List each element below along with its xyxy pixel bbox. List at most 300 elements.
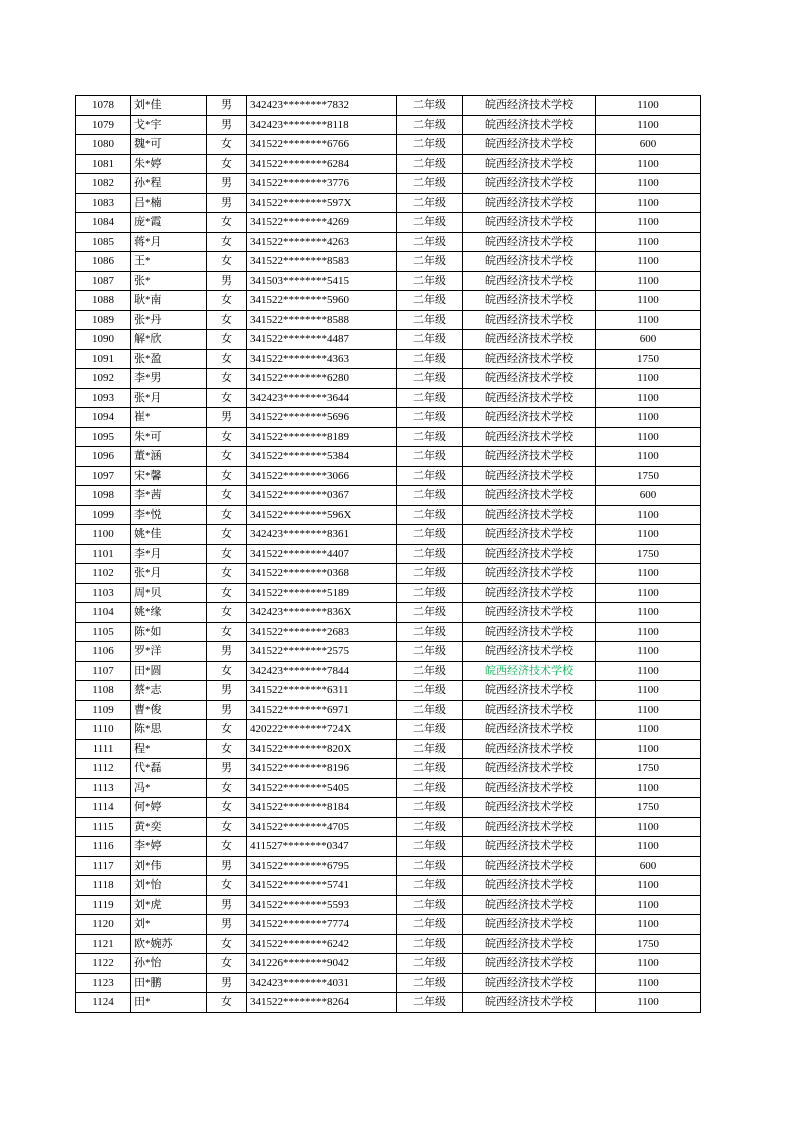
cell-grade: 二年级 bbox=[397, 759, 463, 779]
cell-serial: 1097 bbox=[76, 466, 131, 486]
table-row bbox=[76, 427, 701, 447]
table-row bbox=[76, 700, 701, 720]
table-row bbox=[76, 856, 701, 876]
cell-id-number: 341522********6795 bbox=[247, 856, 397, 876]
cell-serial: 1083 bbox=[76, 193, 131, 213]
cell-name: 周*贝 bbox=[131, 583, 207, 603]
cell-serial: 1082 bbox=[76, 174, 131, 194]
cell-grade: 二年级 bbox=[397, 330, 463, 350]
cell-school: 皖西经济技术学校 bbox=[463, 895, 596, 915]
cell-name: 张*月 bbox=[131, 388, 207, 408]
cell-serial: 1085 bbox=[76, 232, 131, 252]
cell-amount: 1100 bbox=[596, 661, 701, 681]
table-row bbox=[76, 486, 701, 506]
cell-school: 皖西经济技术学校 bbox=[463, 271, 596, 291]
cell-grade: 二年级 bbox=[397, 252, 463, 272]
cell-name: 田* bbox=[131, 993, 207, 1013]
cell-amount: 1100 bbox=[596, 876, 701, 896]
table-row bbox=[76, 115, 701, 135]
table-row bbox=[76, 388, 701, 408]
cell-amount: 1100 bbox=[596, 193, 701, 213]
cell-amount: 1100 bbox=[596, 778, 701, 798]
cell-grade: 二年级 bbox=[397, 603, 463, 623]
cell-id-number: 341226********9042 bbox=[247, 954, 397, 974]
cell-gender: 女 bbox=[207, 154, 247, 174]
cell-name: 李*茜 bbox=[131, 486, 207, 506]
cell-grade: 二年级 bbox=[397, 154, 463, 174]
cell-school: 皖西经济技术学校 bbox=[463, 232, 596, 252]
cell-name: 姚*佳 bbox=[131, 525, 207, 545]
cell-name: 蒋*月 bbox=[131, 232, 207, 252]
cell-serial: 1123 bbox=[76, 973, 131, 993]
table-row bbox=[76, 778, 701, 798]
cell-school: 皖西经济技术学校 bbox=[463, 642, 596, 662]
cell-gender: 女 bbox=[207, 720, 247, 740]
cell-name: 罗*洋 bbox=[131, 642, 207, 662]
cell-amount: 1750 bbox=[596, 466, 701, 486]
cell-id-number: 341522********2575 bbox=[247, 642, 397, 662]
cell-name: 冯* bbox=[131, 778, 207, 798]
table-row bbox=[76, 895, 701, 915]
cell-gender: 男 bbox=[207, 915, 247, 935]
cell-gender: 女 bbox=[207, 213, 247, 233]
cell-serial: 1119 bbox=[76, 895, 131, 915]
cell-name: 戈*宇 bbox=[131, 115, 207, 135]
cell-school: 皖西经济技术学校 bbox=[463, 856, 596, 876]
cell-id-number: 342423********7844 bbox=[247, 661, 397, 681]
cell-amount: 1100 bbox=[596, 291, 701, 311]
cell-serial: 1109 bbox=[76, 700, 131, 720]
cell-grade: 二年级 bbox=[397, 466, 463, 486]
cell-serial: 1116 bbox=[76, 837, 131, 857]
table-row bbox=[76, 193, 701, 213]
cell-id-number: 341522********4269 bbox=[247, 213, 397, 233]
cell-serial: 1087 bbox=[76, 271, 131, 291]
cell-amount: 1100 bbox=[596, 213, 701, 233]
cell-grade: 二年级 bbox=[397, 661, 463, 681]
table-row bbox=[76, 934, 701, 954]
table-row bbox=[76, 213, 701, 233]
cell-school: 皖西经济技术学校 bbox=[463, 330, 596, 350]
cell-gender: 女 bbox=[207, 369, 247, 389]
cell-id-number: 341522********4705 bbox=[247, 817, 397, 837]
cell-school: 皖西经济技术学校 bbox=[463, 934, 596, 954]
cell-amount: 1100 bbox=[596, 895, 701, 915]
cell-gender: 女 bbox=[207, 232, 247, 252]
cell-serial: 1122 bbox=[76, 954, 131, 974]
cell-serial: 1095 bbox=[76, 427, 131, 447]
cell-name: 朱*婷 bbox=[131, 154, 207, 174]
cell-id-number: 342423********4031 bbox=[247, 973, 397, 993]
cell-name: 吕*楠 bbox=[131, 193, 207, 213]
cell-serial: 1120 bbox=[76, 915, 131, 935]
cell-amount: 1100 bbox=[596, 564, 701, 584]
cell-amount: 1100 bbox=[596, 583, 701, 603]
cell-name: 曹*俊 bbox=[131, 700, 207, 720]
cell-serial: 1099 bbox=[76, 505, 131, 525]
cell-id-number: 341522********5189 bbox=[247, 583, 397, 603]
cell-school: 皖西经济技术学校 bbox=[463, 681, 596, 701]
cell-grade: 二年级 bbox=[397, 837, 463, 857]
cell-id-number: 341522********0367 bbox=[247, 486, 397, 506]
cell-serial: 1084 bbox=[76, 213, 131, 233]
cell-grade: 二年级 bbox=[397, 720, 463, 740]
cell-id-number: 411527********0347 bbox=[247, 837, 397, 857]
cell-id-number: 341522********597X bbox=[247, 193, 397, 213]
cell-id-number: 341522********5384 bbox=[247, 447, 397, 467]
table-row bbox=[76, 954, 701, 974]
cell-amount: 1100 bbox=[596, 271, 701, 291]
cell-grade: 二年级 bbox=[397, 388, 463, 408]
cell-serial: 1090 bbox=[76, 330, 131, 350]
cell-name: 代*磊 bbox=[131, 759, 207, 779]
cell-school: 皖西经济技术学校 bbox=[463, 369, 596, 389]
cell-school: 皖西经济技术学校 bbox=[463, 798, 596, 818]
cell-amount: 1750 bbox=[596, 798, 701, 818]
cell-grade: 二年级 bbox=[397, 778, 463, 798]
cell-id-number: 341522********5696 bbox=[247, 408, 397, 428]
cell-name: 孙*怡 bbox=[131, 954, 207, 974]
cell-name: 张*盈 bbox=[131, 349, 207, 369]
cell-school: 皖西经济技术学校 bbox=[463, 720, 596, 740]
table-row bbox=[76, 252, 701, 272]
table-row bbox=[76, 96, 701, 116]
cell-grade: 二年级 bbox=[397, 369, 463, 389]
table-row bbox=[76, 973, 701, 993]
cell-gender: 女 bbox=[207, 505, 247, 525]
table-row bbox=[76, 583, 701, 603]
table-row bbox=[76, 876, 701, 896]
cell-id-number: 341522********5741 bbox=[247, 876, 397, 896]
cell-serial: 1113 bbox=[76, 778, 131, 798]
cell-serial: 1110 bbox=[76, 720, 131, 740]
cell-school: 皖西经济技术学校 bbox=[463, 291, 596, 311]
table-row bbox=[76, 798, 701, 818]
cell-grade: 二年级 bbox=[397, 96, 463, 116]
cell-serial: 1088 bbox=[76, 291, 131, 311]
cell-serial: 1124 bbox=[76, 993, 131, 1013]
cell-gender: 男 bbox=[207, 856, 247, 876]
cell-amount: 600 bbox=[596, 856, 701, 876]
cell-amount: 1100 bbox=[596, 115, 701, 135]
cell-amount: 1100 bbox=[596, 154, 701, 174]
table-row bbox=[76, 915, 701, 935]
table-row bbox=[76, 330, 701, 350]
cell-gender: 男 bbox=[207, 96, 247, 116]
cell-grade: 二年级 bbox=[397, 544, 463, 564]
cell-grade: 二年级 bbox=[397, 193, 463, 213]
cell-id-number: 341522********6284 bbox=[247, 154, 397, 174]
cell-school: 皖西经济技术学校 bbox=[463, 505, 596, 525]
cell-school: 皖西经济技术学校 bbox=[463, 993, 596, 1013]
cell-id-number: 341522********8196 bbox=[247, 759, 397, 779]
cell-id-number: 420222********724X bbox=[247, 720, 397, 740]
cell-school: 皖西经济技术学校 bbox=[463, 252, 596, 272]
cell-grade: 二年级 bbox=[397, 525, 463, 545]
cell-gender: 女 bbox=[207, 876, 247, 896]
cell-name: 刘*虎 bbox=[131, 895, 207, 915]
cell-gender: 男 bbox=[207, 193, 247, 213]
table-row bbox=[76, 603, 701, 623]
cell-amount: 1100 bbox=[596, 622, 701, 642]
cell-name: 王* bbox=[131, 252, 207, 272]
table-row bbox=[76, 817, 701, 837]
cell-gender: 女 bbox=[207, 388, 247, 408]
cell-amount: 1100 bbox=[596, 700, 701, 720]
cell-name: 解*欣 bbox=[131, 330, 207, 350]
cell-grade: 二年级 bbox=[397, 895, 463, 915]
cell-amount: 1100 bbox=[596, 96, 701, 116]
cell-serial: 1078 bbox=[76, 96, 131, 116]
cell-name: 李*悦 bbox=[131, 505, 207, 525]
cell-school: 皖西经济技术学校 bbox=[463, 96, 596, 116]
cell-serial: 1103 bbox=[76, 583, 131, 603]
cell-name: 刘*伟 bbox=[131, 856, 207, 876]
cell-grade: 二年级 bbox=[397, 174, 463, 194]
cell-gender: 女 bbox=[207, 330, 247, 350]
cell-name: 姚*缘 bbox=[131, 603, 207, 623]
cell-school: 皖西经济技术学校 bbox=[463, 408, 596, 428]
cell-name: 董*涵 bbox=[131, 447, 207, 467]
cell-amount: 1100 bbox=[596, 720, 701, 740]
cell-id-number: 342423********8118 bbox=[247, 115, 397, 135]
table-row bbox=[76, 993, 701, 1013]
cell-grade: 二年级 bbox=[397, 349, 463, 369]
cell-name: 朱*可 bbox=[131, 427, 207, 447]
cell-name: 蔡*志 bbox=[131, 681, 207, 701]
cell-name: 黄*奕 bbox=[131, 817, 207, 837]
cell-gender: 女 bbox=[207, 739, 247, 759]
cell-id-number: 341522********8583 bbox=[247, 252, 397, 272]
cell-name: 刘*怡 bbox=[131, 876, 207, 896]
cell-gender: 女 bbox=[207, 993, 247, 1013]
table-row bbox=[76, 837, 701, 857]
cell-gender: 女 bbox=[207, 661, 247, 681]
cell-id-number: 341522********2683 bbox=[247, 622, 397, 642]
cell-school: 皖西经济技术学校 bbox=[463, 661, 596, 681]
cell-id-number: 341522********4363 bbox=[247, 349, 397, 369]
cell-name: 魏*可 bbox=[131, 135, 207, 155]
table-row bbox=[76, 525, 701, 545]
cell-gender: 女 bbox=[207, 427, 247, 447]
cell-gender: 男 bbox=[207, 408, 247, 428]
cell-amount: 1750 bbox=[596, 934, 701, 954]
table-row bbox=[76, 271, 701, 291]
cell-grade: 二年级 bbox=[397, 486, 463, 506]
cell-grade: 二年级 bbox=[397, 232, 463, 252]
cell-id-number: 341522********4407 bbox=[247, 544, 397, 564]
cell-school: 皖西经济技术学校 bbox=[463, 525, 596, 545]
cell-serial: 1102 bbox=[76, 564, 131, 584]
cell-id-number: 341522********820X bbox=[247, 739, 397, 759]
cell-amount: 600 bbox=[596, 486, 701, 506]
cell-gender: 女 bbox=[207, 252, 247, 272]
cell-school: 皖西经济技术学校 bbox=[463, 174, 596, 194]
cell-amount: 1100 bbox=[596, 739, 701, 759]
cell-serial: 1114 bbox=[76, 798, 131, 818]
cell-school: 皖西经济技术学校 bbox=[463, 739, 596, 759]
cell-school: 皖西经济技术学校 bbox=[463, 837, 596, 857]
cell-school: 皖西经济技术学校 bbox=[463, 310, 596, 330]
cell-gender: 男 bbox=[207, 895, 247, 915]
cell-serial: 1106 bbox=[76, 642, 131, 662]
cell-school: 皖西经济技术学校 bbox=[463, 486, 596, 506]
cell-serial: 1107 bbox=[76, 661, 131, 681]
table-row bbox=[76, 310, 701, 330]
cell-amount: 1100 bbox=[596, 642, 701, 662]
table-row bbox=[76, 408, 701, 428]
table-row bbox=[76, 564, 701, 584]
table-row bbox=[76, 681, 701, 701]
cell-grade: 二年级 bbox=[397, 915, 463, 935]
cell-grade: 二年级 bbox=[397, 115, 463, 135]
cell-name: 李*婷 bbox=[131, 837, 207, 857]
cell-name: 崔* bbox=[131, 408, 207, 428]
cell-id-number: 341503********5415 bbox=[247, 271, 397, 291]
table-row bbox=[76, 720, 701, 740]
table-row bbox=[76, 466, 701, 486]
cell-id-number: 341522********5593 bbox=[247, 895, 397, 915]
cell-id-number: 341522********7774 bbox=[247, 915, 397, 935]
cell-serial: 1098 bbox=[76, 486, 131, 506]
cell-gender: 女 bbox=[207, 310, 247, 330]
cell-gender: 女 bbox=[207, 447, 247, 467]
cell-name: 张* bbox=[131, 271, 207, 291]
student-table bbox=[75, 95, 701, 1013]
table-row bbox=[76, 505, 701, 525]
table-row bbox=[76, 642, 701, 662]
cell-serial: 1105 bbox=[76, 622, 131, 642]
cell-amount: 1750 bbox=[596, 544, 701, 564]
cell-school: 皖西经济技术学校 bbox=[463, 700, 596, 720]
cell-name: 田*圆 bbox=[131, 661, 207, 681]
cell-grade: 二年级 bbox=[397, 642, 463, 662]
cell-serial: 1096 bbox=[76, 447, 131, 467]
cell-amount: 1100 bbox=[596, 954, 701, 974]
cell-grade: 二年级 bbox=[397, 291, 463, 311]
cell-school: 皖西经济技术学校 bbox=[463, 583, 596, 603]
cell-school: 皖西经济技术学校 bbox=[463, 115, 596, 135]
cell-name: 庞*霞 bbox=[131, 213, 207, 233]
cell-name: 陈*思 bbox=[131, 720, 207, 740]
cell-gender: 女 bbox=[207, 778, 247, 798]
cell-gender: 女 bbox=[207, 486, 247, 506]
cell-id-number: 341522********5960 bbox=[247, 291, 397, 311]
cell-gender: 女 bbox=[207, 817, 247, 837]
cell-amount: 1100 bbox=[596, 681, 701, 701]
table-row bbox=[76, 232, 701, 252]
cell-amount: 1100 bbox=[596, 232, 701, 252]
cell-id-number: 341522********4487 bbox=[247, 330, 397, 350]
cell-grade: 二年级 bbox=[397, 135, 463, 155]
cell-serial: 1118 bbox=[76, 876, 131, 896]
cell-serial: 1079 bbox=[76, 115, 131, 135]
cell-serial: 1091 bbox=[76, 349, 131, 369]
cell-serial: 1080 bbox=[76, 135, 131, 155]
cell-name: 刘* bbox=[131, 915, 207, 935]
cell-amount: 1100 bbox=[596, 427, 701, 447]
cell-amount: 1100 bbox=[596, 252, 701, 272]
cell-name: 欧*婉苏 bbox=[131, 934, 207, 954]
cell-name: 张*月 bbox=[131, 564, 207, 584]
cell-grade: 二年级 bbox=[397, 798, 463, 818]
cell-grade: 二年级 bbox=[397, 408, 463, 428]
cell-id-number: 341522********6971 bbox=[247, 700, 397, 720]
cell-name: 李*月 bbox=[131, 544, 207, 564]
cell-id-number: 341522********8184 bbox=[247, 798, 397, 818]
cell-grade: 二年级 bbox=[397, 876, 463, 896]
cell-amount: 1100 bbox=[596, 408, 701, 428]
cell-serial: 1121 bbox=[76, 934, 131, 954]
cell-id-number: 341522********596X bbox=[247, 505, 397, 525]
cell-grade: 二年级 bbox=[397, 954, 463, 974]
cell-grade: 二年级 bbox=[397, 447, 463, 467]
cell-gender: 女 bbox=[207, 954, 247, 974]
cell-id-number: 341522********0368 bbox=[247, 564, 397, 584]
cell-amount: 1100 bbox=[596, 603, 701, 623]
cell-gender: 女 bbox=[207, 291, 247, 311]
cell-school: 皖西经济技术学校 bbox=[463, 973, 596, 993]
table-row bbox=[76, 759, 701, 779]
cell-gender: 女 bbox=[207, 798, 247, 818]
cell-gender: 男 bbox=[207, 700, 247, 720]
cell-gender: 女 bbox=[207, 934, 247, 954]
cell-gender: 女 bbox=[207, 466, 247, 486]
cell-serial: 1101 bbox=[76, 544, 131, 564]
cell-school: 皖西经济技术学校 bbox=[463, 135, 596, 155]
cell-school: 皖西经济技术学校 bbox=[463, 603, 596, 623]
cell-amount: 1100 bbox=[596, 388, 701, 408]
cell-serial: 1093 bbox=[76, 388, 131, 408]
cell-grade: 二年级 bbox=[397, 583, 463, 603]
cell-gender: 女 bbox=[207, 544, 247, 564]
cell-grade: 二年级 bbox=[397, 271, 463, 291]
cell-grade: 二年级 bbox=[397, 934, 463, 954]
cell-amount: 1100 bbox=[596, 973, 701, 993]
cell-name: 张*丹 bbox=[131, 310, 207, 330]
cell-id-number: 341522********6766 bbox=[247, 135, 397, 155]
cell-id-number: 341522********8588 bbox=[247, 310, 397, 330]
cell-gender: 男 bbox=[207, 973, 247, 993]
cell-school: 皖西经济技术学校 bbox=[463, 349, 596, 369]
cell-school: 皖西经济技术学校 bbox=[463, 466, 596, 486]
cell-grade: 二年级 bbox=[397, 505, 463, 525]
table-row bbox=[76, 739, 701, 759]
cell-amount: 1100 bbox=[596, 525, 701, 545]
cell-amount: 1100 bbox=[596, 369, 701, 389]
cell-amount: 1100 bbox=[596, 310, 701, 330]
cell-gender: 男 bbox=[207, 115, 247, 135]
cell-school: 皖西经济技术学校 bbox=[463, 427, 596, 447]
cell-school: 皖西经济技术学校 bbox=[463, 544, 596, 564]
cell-name: 何*婷 bbox=[131, 798, 207, 818]
cell-id-number: 342423********8361 bbox=[247, 525, 397, 545]
cell-name: 陈*如 bbox=[131, 622, 207, 642]
cell-school: 皖西经济技术学校 bbox=[463, 954, 596, 974]
cell-id-number: 341522********6242 bbox=[247, 934, 397, 954]
cell-gender: 女 bbox=[207, 583, 247, 603]
cell-school: 皖西经济技术学校 bbox=[463, 154, 596, 174]
cell-gender: 女 bbox=[207, 135, 247, 155]
cell-gender: 女 bbox=[207, 622, 247, 642]
cell-gender: 女 bbox=[207, 564, 247, 584]
cell-grade: 二年级 bbox=[397, 700, 463, 720]
table-row bbox=[76, 174, 701, 194]
cell-name: 程* bbox=[131, 739, 207, 759]
cell-serial: 1111 bbox=[76, 739, 131, 759]
cell-gender: 女 bbox=[207, 837, 247, 857]
cell-grade: 二年级 bbox=[397, 213, 463, 233]
